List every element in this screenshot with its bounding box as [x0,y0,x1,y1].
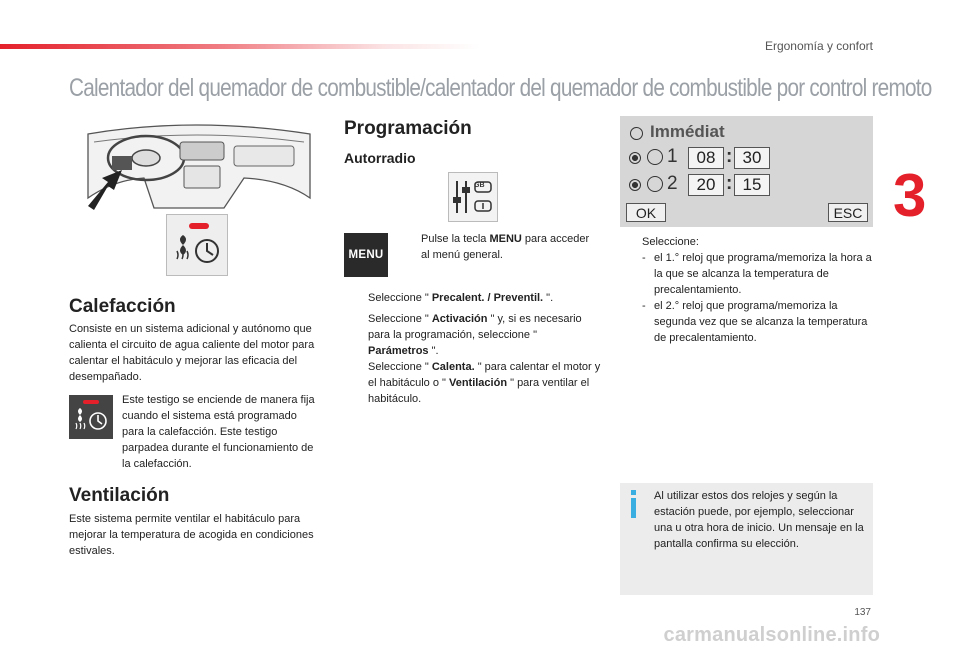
menu-key: MENU [344,233,388,277]
radio-settings-icon [448,172,498,222]
step-press-menu: Pulse la tecla MENU para acceder al menú general. [421,233,590,261]
heating-description: Consiste en un sistema adicional y autónomo que calienta el circuito de agua caliente del motor para calentar el habitáculo y mejorar las eficacia del desempañado. [69,323,315,383]
immediate-label: Immédiat [650,122,725,141]
programming-screen [620,116,873,227]
clock-icon [647,149,663,165]
programming-title: Programación [344,118,472,139]
page-number: 137 [854,607,871,618]
settings-icon-label: GB [474,182,485,189]
selection-item-2: - el 2.° reloj que programa/memoriza la segunda vez que se alcanza la temperatura de precalentamiento. [642,300,868,344]
header-accent-bar [0,44,480,49]
step-select-activation: Seleccione " Activación " y, si es necesario para la programación, seleccione " Parámetros ". [368,313,582,357]
clock1-minutes[interactable]: 30 [734,147,770,169]
page-title: Calentador del quemador de combustible/calentador del quemador de combustible por control remoto [69,74,932,102]
info-icon [630,490,637,518]
dashboard-illustration [84,120,314,210]
programming-subtitle: Autorradio [344,150,416,166]
clock2-hours[interactable]: 20 [688,174,724,196]
selection-intro: Seleccione: [642,236,699,248]
chapter-number: 3 [893,162,927,229]
clock2-colon: : [726,173,733,194]
heating-title: Calefacción [69,296,176,317]
selection-list [620,234,875,346]
clock-icon [647,176,663,192]
selection-item-1: - el 1.° reloj que programa/memoriza la hora a la que se alcanza la temperatura de precalentamiento. [642,252,872,296]
radio-unselected-icon [630,127,643,140]
esc-button[interactable]: ESC [828,203,868,222]
ventilation-title: Ventilación [69,485,170,506]
heater-indicator-small-icon [69,395,113,439]
indicator-description: Este testigo se enciende de manera fija cuando el sistema está programado para la calefacción. Este testigo parpadea durante el funcionamiento de la calefacción. [122,394,315,470]
info-text: Al utilizar estos dos relojes y según la estación puede, por ejemplo, seleccionar una u otra hora de inicio. Un mensaje en la pantalla confirma su elección. [654,490,864,550]
clock2-label: 2 [667,173,678,194]
heater-clock-indicator-icon [166,214,228,276]
clock1-colon: : [726,146,733,167]
ok-button[interactable]: OK [626,203,666,222]
watermark: carmanualsonline.info [663,624,880,646]
clock2-minutes[interactable]: 15 [734,174,770,196]
clock1-hours[interactable]: 08 [688,147,724,169]
clock1-label: 1 [667,146,678,167]
radio-selected-icon [629,179,641,191]
step-select-heat-mode: Seleccione " Calenta. " para calentar el motor y el habitáculo o " Ventilación " para ventilar el habitáculo. [368,361,601,405]
info-box [620,483,873,595]
step-select-preheat: Seleccione " Precalent. / Preventil. ". [368,292,554,304]
ventilation-description: Este sistema permite ventilar el habitáculo para mejorar la temperatura de acogida en condiciones estivales. [69,513,314,557]
section-title: Ergonomía y confort [764,39,873,53]
radio-selected-icon [629,152,641,164]
